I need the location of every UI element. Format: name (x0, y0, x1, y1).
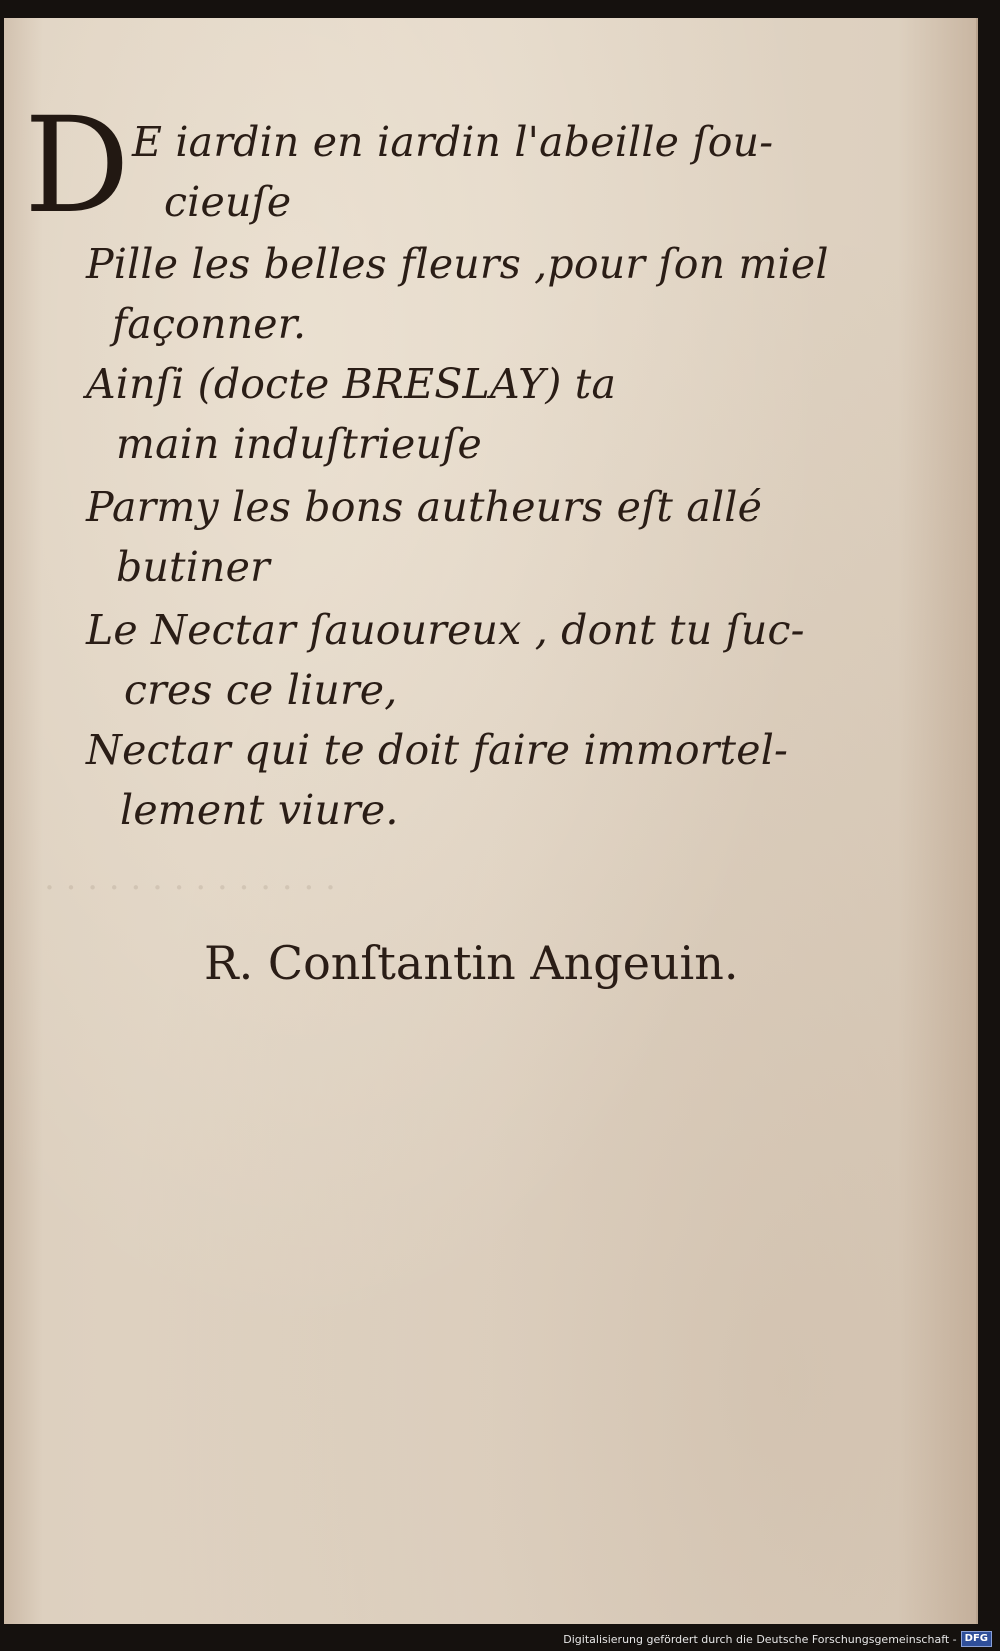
poem-line-7: Parmy les bons autheurs eſt allé (86, 483, 763, 531)
dfg-logo: DFG (961, 1631, 992, 1647)
poem-line-5: Ainſi (docte BRESLAY) ta (86, 360, 617, 408)
drop-cap: D (24, 89, 130, 243)
footer (563, 1631, 992, 1647)
poem-line-2: cieuſe (164, 178, 292, 226)
signature: R. Conſtantin Angeuin. (204, 936, 739, 990)
poem-line-11: Nectar qui te doit faire immortel- (86, 726, 789, 774)
show-through-text: . . . . . . . . . . . . . . (44, 858, 336, 898)
poem-line-8: butiner (116, 543, 270, 591)
poem-line-6: main induſtrieuſe (116, 420, 482, 468)
footer-credit: Digitalisierung gefördert durch die Deutsche Forschungsgemeinschaft - (563, 1632, 957, 1646)
book-page (4, 18, 978, 1624)
poem-line-4: façonner. (112, 300, 307, 348)
poem-line-1: E iardin en iardin l'abeille ſou- (132, 118, 774, 166)
poem-line-9: Le Nectar ſauoureux , dont tu ſuc- (86, 606, 805, 654)
poem-line-12: lement viure. (120, 786, 399, 834)
poem-line-10: cres ce liure, (124, 666, 398, 714)
poem-line-3: Pille les belles fleurs ,pour ſon miel (86, 240, 829, 288)
